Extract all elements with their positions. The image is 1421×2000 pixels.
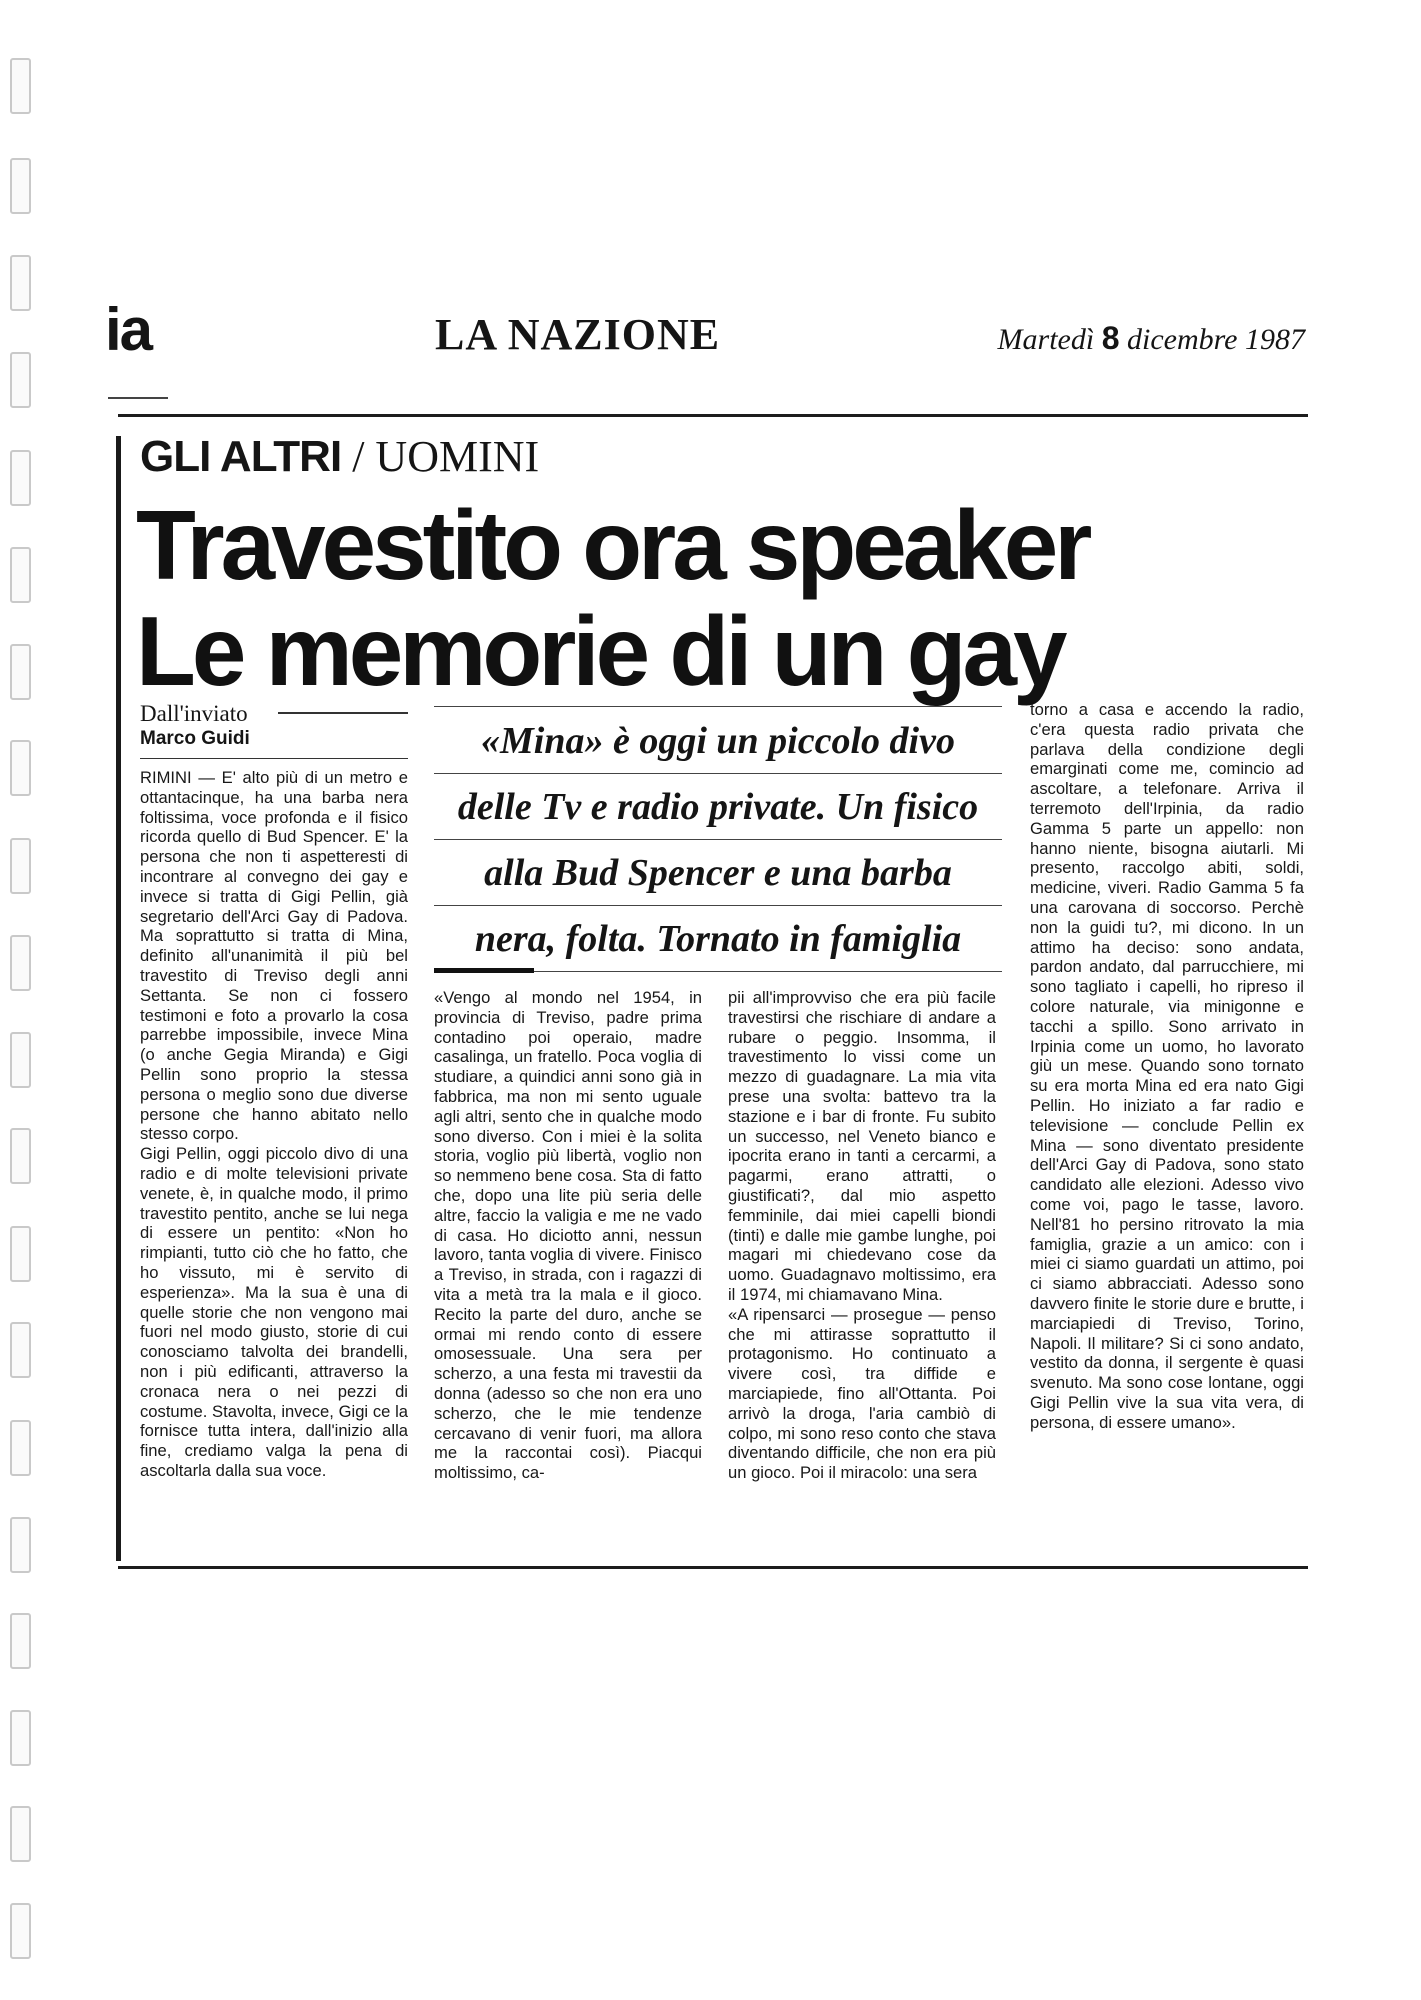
binder-hole xyxy=(10,547,31,603)
binder-hole xyxy=(10,1420,31,1476)
binder-hole xyxy=(10,1322,31,1378)
paragraph: pii all'improvviso che era più facile travestirsi che rischiare di andare a rubare o peggio. Insomma, il travestimento lo vissi come un mezzo di guadagnare. La mia vita prese una svolta: battevo tra la stazione e i bar di fronte. Fu subito un successo, nel Veneto bianco e ipocrita erano in tanti a cercarmi, a pagarmi, erano attratti, o giustificati?, dal mio aspetto femminile, dai miei capelli biondi (tinti) e dalle mie gambe lunghe, poi magari mi chiedevano cose da uomo. Guadagnavo moltissimo, era il 1974, mi chiamavano Mina. xyxy=(728,988,996,1304)
header-rule xyxy=(118,414,1308,417)
deck-line: «Mina» è oggi un piccolo divo xyxy=(481,720,955,762)
article-column-4 xyxy=(1030,700,1304,1432)
binder-hole xyxy=(10,352,31,408)
binder-hole xyxy=(10,1806,31,1862)
paragraph: Gigi Pellin, oggi piccolo divo di una radio e di molte televisioni private venete, è, in qualche modo, il primo travestito pentito, anche se lui nega di essere un pentito: «Non ho rimpianti, tutto ciò che ho fatto, che ho vissuto, mi è servito di esperienza». Ma la sua è una di quelle storie che non vengono mai fuori nel modo giusto, storie di cui conosciamo talvolta dei brandelli, non i più edificanti, attraverso la cronaca nera o nei pezzi di costume. Stavolta, invece, Gigi ce la fornisce tutta intera, dall'inizio alla fine, crediamo valga la pena di ascoltarla dalla sua voce. xyxy=(140,1144,408,1480)
binder-hole xyxy=(10,450,31,506)
dateline xyxy=(998,320,1305,358)
article-side-bar xyxy=(116,436,121,1561)
headline xyxy=(136,492,1306,704)
kicker-section: GLI ALTRI xyxy=(140,432,342,481)
section-fragment: ia xyxy=(105,296,152,363)
masthead: LA NAZIONE xyxy=(435,310,721,359)
binder-hole xyxy=(10,1613,31,1669)
binder-hole xyxy=(10,644,31,700)
binder-hole xyxy=(10,1226,31,1282)
paragraph: «A ripensarci — prosegue — penso che mi attirasse soprattutto il protagonismo. Ho continuato a vivere così, tra diffide e marciapiede, fino all'Ottanta. Poi arrivò la droga, l'aria cambiò di colpo, mi sono reso conto che stava diventando difficile, che non era più un gioco. Poi il miracolo: una sera xyxy=(728,1304,996,1483)
deck-accent-bar xyxy=(434,968,534,973)
footer-rule xyxy=(118,1566,1308,1569)
binder-hole xyxy=(10,1710,31,1766)
paragraph: «Vengo al mondo nel 1954, in provincia di Treviso, padre prima contadino poi operaio, madre casalinga, un fratello. Poca voglia di studiare, a quindici anni sono già in fabbrica, ma non mi sento uguale agli altri, sento che in qualche modo sono diverso. Con i miei è la solita storia, voglio più libertà, voglio non so nemmeno bene cosa. Sta di fatto che, dopo una lite più seria delle altre, faccio la valigia e me ne vado di casa. Ho diciotto anni, nessun lavoro, tanta voglia di vivere. Finisco a Treviso, in strada, con i ragazzi di vita a metà tra la mala e il gioco. Recito la parte del duro, anche se ormai mi rendo conto di essere omosessuale. Una sera per scherzo, a una festa mi travestii da donna (adesso so che non era uno scherzo, che le mie tendenze cercavano di venir fuori, ma allora me la raccontai così). Piacqui moltissimo, ca- xyxy=(434,988,702,1483)
deck-line: alla Bud Spencer e una barba xyxy=(484,852,952,894)
byline-author: Marco Guidi xyxy=(140,728,250,749)
binder-hole xyxy=(10,1517,31,1573)
deck xyxy=(434,708,1002,972)
byline-from: Dall'inviato xyxy=(140,701,248,726)
kicker xyxy=(140,427,539,497)
binder-hole xyxy=(10,935,31,991)
date-day: 8 xyxy=(1101,320,1120,356)
binder-hole xyxy=(10,740,31,796)
date-weekday: Martedì xyxy=(997,323,1095,356)
binder-hole xyxy=(10,1903,31,1959)
article-column-2 xyxy=(434,988,702,1483)
divider xyxy=(278,712,408,714)
binder-hole xyxy=(10,58,31,114)
binder-hole xyxy=(10,1032,31,1088)
divider xyxy=(434,706,1002,707)
binder-hole xyxy=(10,158,31,214)
article-column-3 xyxy=(728,988,996,1483)
kicker-subsection: / UOMINI xyxy=(341,432,540,481)
date-month-year: dicembre 1987 xyxy=(1126,323,1305,356)
headline-line: Travestito ora speaker xyxy=(136,490,1089,600)
deck-line: nera, folta. Tornato in famiglia xyxy=(474,918,962,960)
binder-hole xyxy=(10,255,31,311)
divider xyxy=(108,397,168,399)
deck-line: delle Tv e radio private. Un fisico xyxy=(457,786,979,828)
binder-hole xyxy=(10,1128,31,1184)
byline xyxy=(140,700,410,751)
paragraph: RIMINI — E' alto più di un metro e ottantacinque, ha una barba nera foltissima, voce profonda e il fisico ricorda quello di Bud Spencer. E' la persona che non ti aspetteresti di incontrare al convegno dei gay e invece si tratta di Gigi Pellin, già segretario dell'Arci Gay di Padova. Ma soprattutto si tratta di Mina, definito all'unanimità il più bel travestito di Treviso degli anni Settanta. Se non ci fossero testimoni e foto a provarlo la cosa parrebbe impossibile, invece Mina (o anche Gegia Miranda) e Gigi Pellin sono proprio la stessa persona o meglio sono due diverse persone che hanno abitato nello stesso corpo. xyxy=(140,768,408,1144)
divider xyxy=(140,758,408,759)
binder-hole xyxy=(10,838,31,894)
page-header xyxy=(105,296,1305,363)
headline-line: Le memorie di un gay xyxy=(136,596,1064,706)
binder-holes xyxy=(10,0,50,2000)
paragraph: torno a casa e accendo la radio, c'era questa radio privata che parlava della condizione degli emarginati come me, comincio ad ascoltare, a telefonare. Arriva il terremoto dell'Irpinia, da radio Gamma 5 parte un appello: non hanno niente, bisogna aiutarli. Mi presento, raccolgo abiti, soldi, medicine, viveri. Radio Gamma 5 fa una carovana di soccorso. Perchè non la guidi tu?, mi dicono. In un attimo ha deciso: sono andata, pardon andato, dal parrucchiere, mi sono tagliato i capelli, ho ripreso il colore naturale, via minigonne e tacchi a spillo. Sono arrivato in Irpinia come un uomo, ho lavorato giù un mese. Quando sono tornato su era morta Mina ed era nato Gigi Pellin. Ho iniziato a far radio e televisione — conclude Pellin ex Mina — sono diventato presidente dell'Arci Gay di Padova, sono stato candidato alle elezioni. Adesso vivo come voi, pago le tasse, lavoro. Nell'81 ho persino ritrovato la mia famiglia, grazie a un amico: con i miei ci siamo guardati un attimo, poi ci siamo abbracciati. Adesso sono davvero finite le storie dure e brutte, i marciapiedi di Treviso, Torino, Napoli. Il militare? Si ci sono andato, vestito da donna, il sergente è quasi svenuto. Ma sono cose lontane, oggi Gigi Pellin vive la sua vita vera, di persona, di essere umano». xyxy=(1030,700,1304,1432)
article-column-1 xyxy=(140,768,408,1481)
